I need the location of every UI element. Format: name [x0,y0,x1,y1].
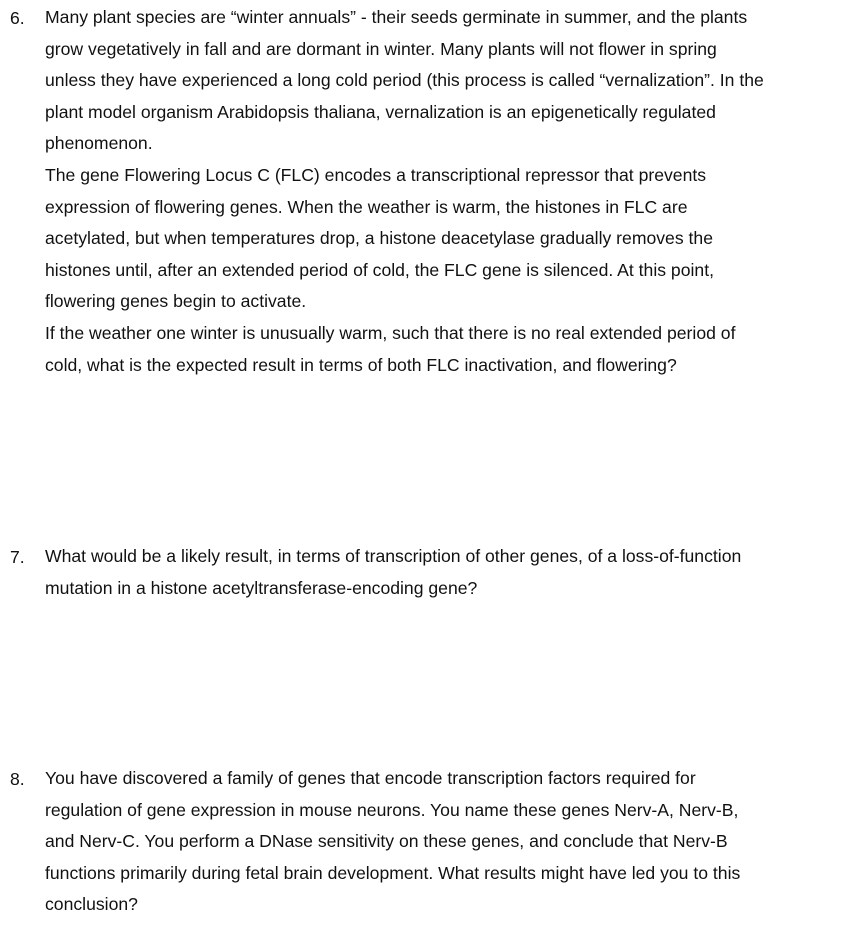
question-text [45,2,845,381]
text-line: If the weather one winter is unusually warm, such that there is no real extended period of [45,322,736,343]
question-paragraph [45,160,845,318]
text-line: mutation in a histone acetyltransferase-encoding gene? [45,577,478,598]
text-line: functions primarily during fetal brain development. What results might have led you to this [45,862,741,883]
text-line: What would be a likely result, in terms of transcription of other genes, of a loss-of-function [45,546,742,566]
text-line: grow vegetatively in fall and are dormant in winter. Many plants will not flower in spring [45,38,717,59]
text-line: and Nerv-C. You perform a DNase sensitivity on these genes, and conclude that Nerv-B [45,831,728,852]
text-line: expression of flowering genes. When the weather is warm, the histones in FLC are [45,196,688,217]
text-line: You have discovered a family of genes that encode transcription factors required for [45,768,696,788]
question-number: 6. [10,8,25,28]
question-text [45,541,845,604]
text-line: flowering genes begin to activate. [45,291,307,312]
text-line: conclusion? [45,894,138,915]
question-number: 7. [10,547,25,567]
text-line: Many plant species are “winter annuals” - their seeds germinate in summer, and the plants [45,7,748,27]
question-paragraph [45,2,845,160]
text-line: regulation of gene expression in mouse neurons. You name these genes Nerv-A, Nerv-B, [45,799,739,820]
question-paragraph [45,763,845,921]
text-line: The gene Flowering Locus C (FLC) encodes a transcriptional repressor that prevents [45,164,707,185]
question-paragraph [45,318,845,381]
text-line: histones until, after an extended period of cold, the FLC gene is silenced. At this point, [45,259,714,280]
text-line: unless they have experienced a long cold period (this process is called “vernalization”. In the [45,70,764,91]
text-line: acetylated, but when temperatures drop, a histone deacetylase gradually removes the [45,228,713,249]
text-line: cold, what is the expected result in terms of both FLC inactivation, and flowering? [45,354,677,375]
question-number: 8. [10,769,25,789]
question-text [45,763,845,921]
question-paragraph [45,541,845,604]
text-line: phenomenon. [45,133,153,154]
text-line: plant model organism Arabidopsis thaliana, vernalization is an epigenetically regulated [45,101,716,122]
